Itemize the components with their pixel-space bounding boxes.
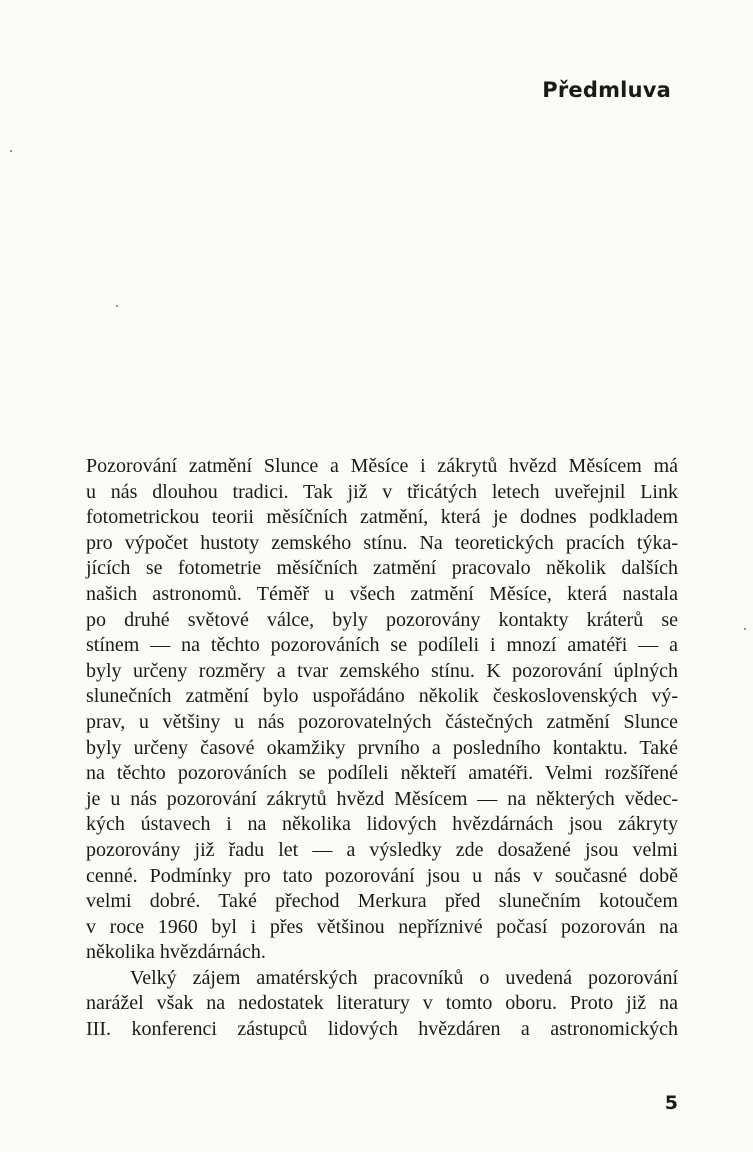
text-line: stínem — na těchto pozorováních se podíleli i mnozí amatéři — a [86, 634, 678, 657]
text-line: cenné. Podmínky pro tato pozorování jsou u nás v současné době [86, 864, 678, 887]
page-number: 5 [664, 1092, 678, 1114]
text-line: kých ústavech i na několika lidových hvězdárnách jsou zákryty [86, 813, 678, 836]
text-line: je u nás pozorování zákrytů hvězd Měsícem — na některých vědec- [86, 787, 678, 810]
paper-speck [744, 628, 746, 630]
text-line-paragraph-start: Velký zájem amatérských pracovníků o uvedená pozorování [130, 966, 678, 989]
chapter-title: Předmluva [542, 78, 671, 102]
text-line: po druhé světové válce, byly pozorovány kontakty kráterů se [86, 608, 678, 631]
text-line: u nás dlouhou tradici. Tak již v třicátých letech uveřejnil Link [86, 480, 678, 503]
text-line: fotometrickou teorii měsíčních zatmění, která je dodnes podkladem [86, 506, 678, 529]
text-line: narážel však na nedostatek literatury v tomto oboru. Proto již na [86, 992, 678, 1015]
text-line: III. konferenci zástupců lidových hvězdáren a astronomických [86, 1018, 678, 1041]
body-text [86, 454, 678, 1043]
paper-speck [116, 305, 118, 307]
text-line: velmi dobré. Také přechod Merkura před slunečním kotoučem [86, 890, 678, 913]
text-line: prav, u většiny u nás pozorovatelných částečných zatmění Slunce [86, 710, 678, 733]
paper-speck [10, 150, 12, 152]
text-line: pozorovány již řadu let — a výsledky zde dosažené jsou velmi [86, 838, 678, 861]
text-line: slunečních zatmění bylo uspořádáno několik československých vý- [86, 685, 678, 708]
text-line: jících se fotometrie měsíčních zatmění pracovalo několik dalších [86, 557, 678, 580]
text-line: v roce 1960 byl i přes většinou nepříznivé počasí pozorován na [86, 915, 678, 938]
text-line: na těchto pozorováních se podíleli někteří amatéři. Velmi rozšířené [86, 762, 678, 785]
text-line: pro výpočet hustoty zemského stínu. Na teoretických pracích týka- [86, 531, 678, 554]
text-line: byly určeny časové okamžiky prvního a posledního kontaktu. Také [86, 736, 678, 759]
text-line-paragraph-end: několika hvězdárnách. [86, 941, 266, 964]
text-line: byly určeny rozměry a tvar zemského stínu. K pozorování úplných [86, 659, 678, 682]
text-line: našich astronomů. Téměř u všech zatmění Měsíce, která nastala [86, 582, 678, 605]
text-line: Pozorování zatmění Slunce a Měsíce i zákrytů hvězd Měsícem má [86, 455, 678, 477]
